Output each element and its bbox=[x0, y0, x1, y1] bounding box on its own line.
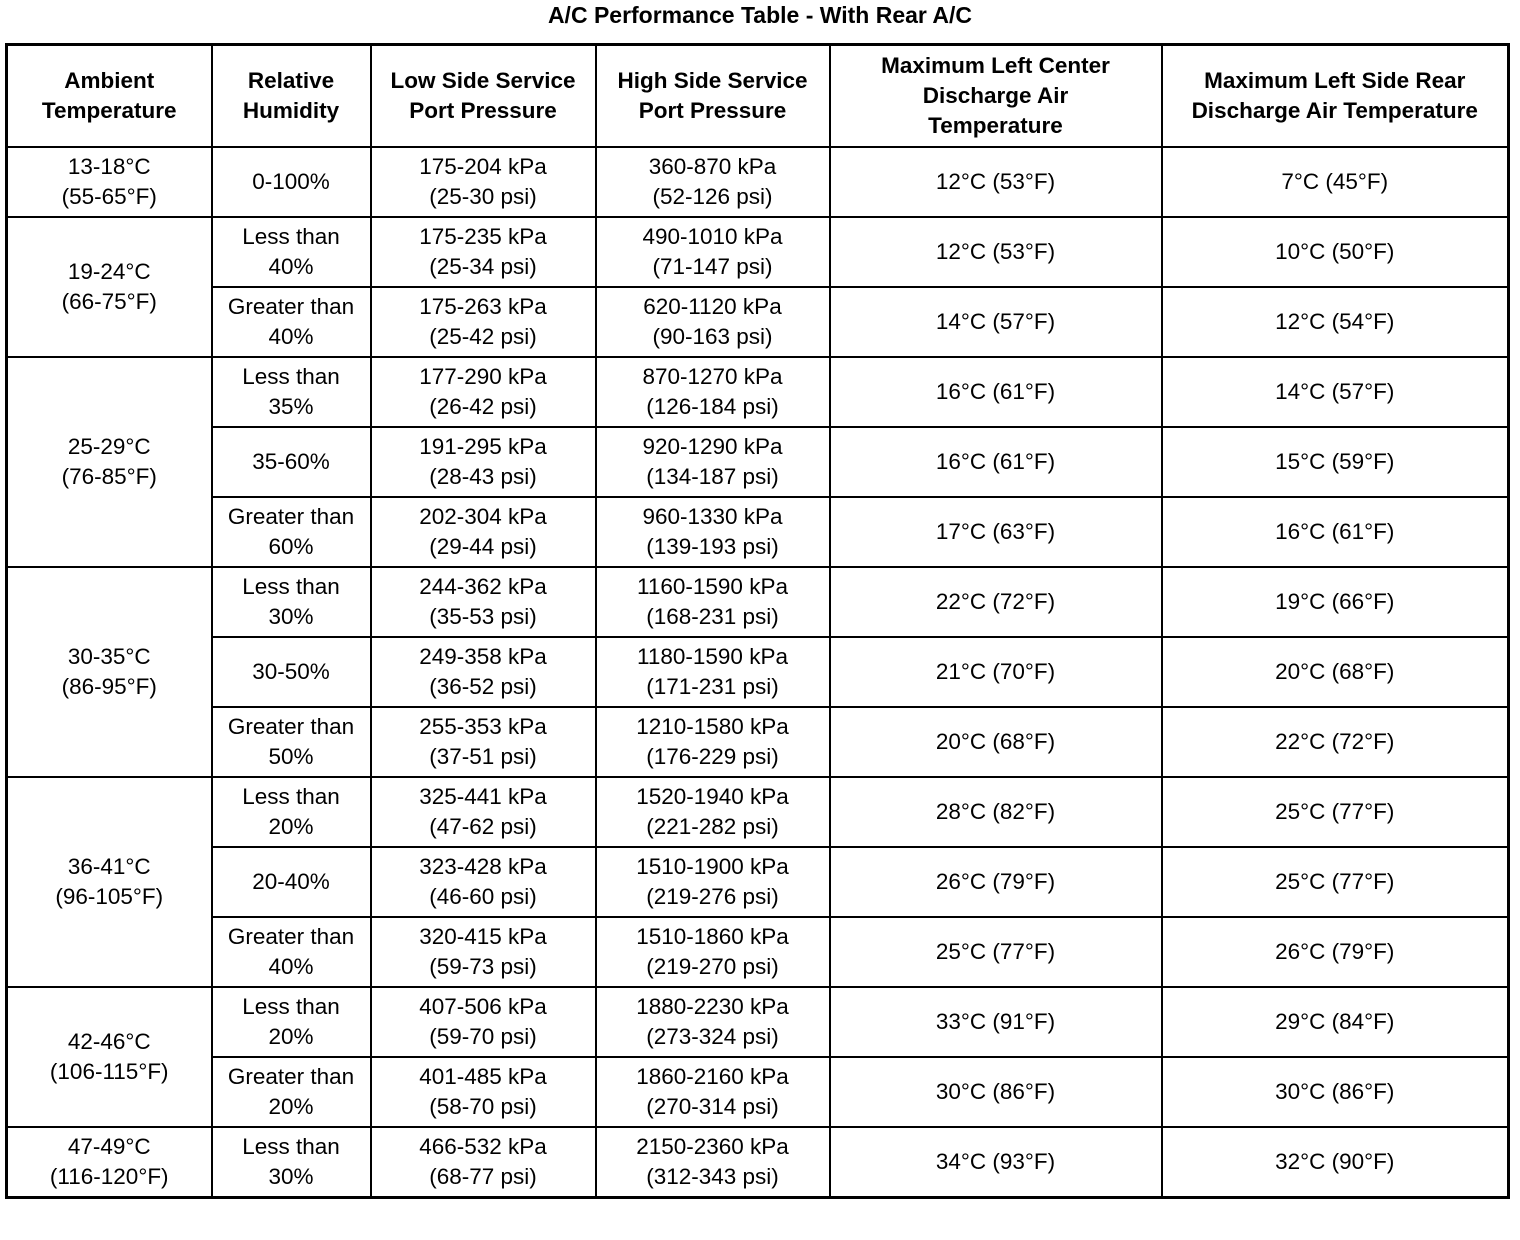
left-side-rear-discharge-cell: 14°C (57°F) bbox=[1162, 357, 1509, 427]
relative-humidity-cell: Less than 20% bbox=[212, 987, 371, 1057]
low-side-pressure-cell: 320-415 kPa (59-73 psi) bbox=[371, 917, 596, 987]
high-side-pressure-cell: 870-1270 kPa (126-184 psi) bbox=[596, 357, 830, 427]
table-header bbox=[7, 45, 1509, 148]
ambient-temperature-cell: 25-29°C (76-85°F) bbox=[7, 357, 212, 567]
left-side-rear-discharge-cell: 30°C (86°F) bbox=[1162, 1057, 1509, 1127]
header-relative-humidity: Relative Humidity bbox=[212, 45, 371, 148]
table-row bbox=[7, 917, 1509, 987]
left-center-discharge-cell: 33°C (91°F) bbox=[830, 987, 1162, 1057]
header-left-center-discharge: Maximum Left Center Discharge Air Temperature bbox=[830, 45, 1162, 148]
high-side-pressure-cell: 1860-2160 kPa (270-314 psi) bbox=[596, 1057, 830, 1127]
high-side-pressure-cell: 1510-1860 kPa (219-270 psi) bbox=[596, 917, 830, 987]
left-center-discharge-cell: 12°C (53°F) bbox=[830, 217, 1162, 287]
table-body bbox=[7, 147, 1509, 1198]
table-row bbox=[7, 497, 1509, 567]
low-side-pressure-cell: 175-235 kPa (25-34 psi) bbox=[371, 217, 596, 287]
left-center-discharge-cell: 25°C (77°F) bbox=[830, 917, 1162, 987]
high-side-pressure-cell: 360-870 kPa (52-126 psi) bbox=[596, 147, 830, 217]
table-row bbox=[7, 777, 1509, 847]
high-side-pressure-cell: 960-1330 kPa (139-193 psi) bbox=[596, 497, 830, 567]
left-center-discharge-cell: 17°C (63°F) bbox=[830, 497, 1162, 567]
relative-humidity-cell: 30-50% bbox=[212, 637, 371, 707]
left-center-discharge-cell: 34°C (93°F) bbox=[830, 1127, 1162, 1198]
table-row bbox=[7, 1127, 1509, 1198]
table-row bbox=[7, 637, 1509, 707]
relative-humidity-cell: Less than 40% bbox=[212, 217, 371, 287]
low-side-pressure-cell: 466-532 kPa (68-77 psi) bbox=[371, 1127, 596, 1198]
relative-humidity-cell: Less than 35% bbox=[212, 357, 371, 427]
left-side-rear-discharge-cell: 25°C (77°F) bbox=[1162, 777, 1509, 847]
ambient-temperature-cell: 30-35°C (86-95°F) bbox=[7, 567, 212, 777]
ambient-temperature-cell: 47-49°C (116-120°F) bbox=[7, 1127, 212, 1198]
left-side-rear-discharge-cell: 10°C (50°F) bbox=[1162, 217, 1509, 287]
table-row bbox=[7, 357, 1509, 427]
relative-humidity-cell: Greater than 20% bbox=[212, 1057, 371, 1127]
left-center-discharge-cell: 26°C (79°F) bbox=[830, 847, 1162, 917]
header-left-side-rear-discharge: Maximum Left Side Rear Discharge Air Temperature bbox=[1162, 45, 1509, 148]
left-side-rear-discharge-cell: 20°C (68°F) bbox=[1162, 637, 1509, 707]
left-center-discharge-cell: 21°C (70°F) bbox=[830, 637, 1162, 707]
left-center-discharge-cell: 16°C (61°F) bbox=[830, 427, 1162, 497]
low-side-pressure-cell: 255-353 kPa (37-51 psi) bbox=[371, 707, 596, 777]
table-row bbox=[7, 147, 1509, 217]
table-row bbox=[7, 847, 1509, 917]
relative-humidity-cell: 35-60% bbox=[212, 427, 371, 497]
high-side-pressure-cell: 920-1290 kPa (134-187 psi) bbox=[596, 427, 830, 497]
high-side-pressure-cell: 1160-1590 kPa (168-231 psi) bbox=[596, 567, 830, 637]
relative-humidity-cell: Greater than 40% bbox=[212, 287, 371, 357]
high-side-pressure-cell: 2150-2360 kPa (312-343 psi) bbox=[596, 1127, 830, 1198]
low-side-pressure-cell: 175-204 kPa (25-30 psi) bbox=[371, 147, 596, 217]
ambient-temperature-cell: 19-24°C (66-75°F) bbox=[7, 217, 212, 357]
low-side-pressure-cell: 175-263 kPa (25-42 psi) bbox=[371, 287, 596, 357]
relative-humidity-cell: 0-100% bbox=[212, 147, 371, 217]
high-side-pressure-cell: 490-1010 kPa (71-147 psi) bbox=[596, 217, 830, 287]
header-ambient-temperature: Ambient Temperature bbox=[7, 45, 212, 148]
left-side-rear-discharge-cell: 19°C (66°F) bbox=[1162, 567, 1509, 637]
low-side-pressure-cell: 244-362 kPa (35-53 psi) bbox=[371, 567, 596, 637]
low-side-pressure-cell: 401-485 kPa (58-70 psi) bbox=[371, 1057, 596, 1127]
table-row bbox=[7, 707, 1509, 777]
left-center-discharge-cell: 22°C (72°F) bbox=[830, 567, 1162, 637]
relative-humidity-cell: 20-40% bbox=[212, 847, 371, 917]
high-side-pressure-cell: 1520-1940 kPa (221-282 psi) bbox=[596, 777, 830, 847]
left-side-rear-discharge-cell: 29°C (84°F) bbox=[1162, 987, 1509, 1057]
table-row bbox=[7, 567, 1509, 637]
relative-humidity-cell: Greater than 40% bbox=[212, 917, 371, 987]
header-row bbox=[7, 45, 1509, 148]
high-side-pressure-cell: 1510-1900 kPa (219-276 psi) bbox=[596, 847, 830, 917]
left-side-rear-discharge-cell: 26°C (79°F) bbox=[1162, 917, 1509, 987]
low-side-pressure-cell: 323-428 kPa (46-60 psi) bbox=[371, 847, 596, 917]
left-center-discharge-cell: 16°C (61°F) bbox=[830, 357, 1162, 427]
relative-humidity-cell: Less than 30% bbox=[212, 1127, 371, 1198]
high-side-pressure-cell: 1180-1590 kPa (171-231 psi) bbox=[596, 637, 830, 707]
left-side-rear-discharge-cell: 7°C (45°F) bbox=[1162, 147, 1509, 217]
relative-humidity-cell: Greater than 60% bbox=[212, 497, 371, 567]
left-side-rear-discharge-cell: 32°C (90°F) bbox=[1162, 1127, 1509, 1198]
left-side-rear-discharge-cell: 16°C (61°F) bbox=[1162, 497, 1509, 567]
ambient-temperature-cell: 36-41°C (96-105°F) bbox=[7, 777, 212, 987]
low-side-pressure-cell: 407-506 kPa (59-70 psi) bbox=[371, 987, 596, 1057]
left-side-rear-discharge-cell: 15°C (59°F) bbox=[1162, 427, 1509, 497]
low-side-pressure-cell: 249-358 kPa (36-52 psi) bbox=[371, 637, 596, 707]
table-row bbox=[7, 1057, 1509, 1127]
low-side-pressure-cell: 191-295 kPa (28-43 psi) bbox=[371, 427, 596, 497]
left-center-discharge-cell: 14°C (57°F) bbox=[830, 287, 1162, 357]
left-center-discharge-cell: 12°C (53°F) bbox=[830, 147, 1162, 217]
table-row bbox=[7, 217, 1509, 287]
table-row bbox=[7, 427, 1509, 497]
high-side-pressure-cell: 620-1120 kPa (90-163 psi) bbox=[596, 287, 830, 357]
relative-humidity-cell: Less than 30% bbox=[212, 567, 371, 637]
relative-humidity-cell: Less than 20% bbox=[212, 777, 371, 847]
left-center-discharge-cell: 28°C (82°F) bbox=[830, 777, 1162, 847]
table-row bbox=[7, 287, 1509, 357]
table-title: A/C Performance Table - With Rear A/C bbox=[547, 2, 973, 28]
left-center-discharge-cell: 30°C (86°F) bbox=[830, 1057, 1162, 1127]
ac-performance-table bbox=[5, 43, 1510, 1199]
table-row bbox=[7, 987, 1509, 1057]
low-side-pressure-cell: 202-304 kPa (29-44 psi) bbox=[371, 497, 596, 567]
ambient-temperature-cell: 42-46°C (106-115°F) bbox=[7, 987, 212, 1127]
left-side-rear-discharge-cell: 25°C (77°F) bbox=[1162, 847, 1509, 917]
left-side-rear-discharge-cell: 22°C (72°F) bbox=[1162, 707, 1509, 777]
relative-humidity-cell: Greater than 50% bbox=[212, 707, 371, 777]
ambient-temperature-cell: 13-18°C (55-65°F) bbox=[7, 147, 212, 217]
high-side-pressure-cell: 1880-2230 kPa (273-324 psi) bbox=[596, 987, 830, 1057]
low-side-pressure-cell: 325-441 kPa (47-62 psi) bbox=[371, 777, 596, 847]
low-side-pressure-cell: 177-290 kPa (26-42 psi) bbox=[371, 357, 596, 427]
left-side-rear-discharge-cell: 12°C (54°F) bbox=[1162, 287, 1509, 357]
high-side-pressure-cell: 1210-1580 kPa (176-229 psi) bbox=[596, 707, 830, 777]
header-low-side-pressure: Low Side Service Port Pressure bbox=[371, 45, 596, 148]
header-high-side-pressure: High Side Service Port Pressure bbox=[596, 45, 830, 148]
left-center-discharge-cell: 20°C (68°F) bbox=[830, 707, 1162, 777]
